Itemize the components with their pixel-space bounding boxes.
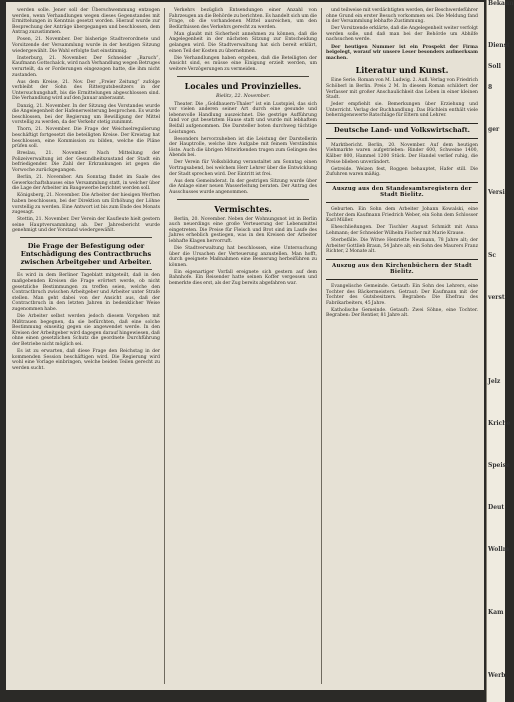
strip-line: Dienst [488,42,510,49]
article-paragraph: Die Verhandlungen haben ergeben, daß die Beteiligten der Ansicht sind, es müsse eine Einigung erzielt werden, um weitere Verzögerungen zu vermeiden. [169,55,317,72]
article-paragraph: Berlin, 20. November. Neben der Wohnungsnot ist in Berlin auch neuerdings eine große Verteuerung der Lebensmittel eingetreten. Die Preise für Fleisch und Brot sind im Laufe des Jahres erheblich gestiegen, was in den Kreisen der Arbeiter lebhafte Klagen hervorruft. [169,216,317,244]
article-paragraph: Sterbefälle. Die Witwe Henriette Neumann, 78 Jahre alt; der Arbeiter Gottlieb Braun, 54 Jahre alt; ein Sohn des Maurers Franz Richter, 2 Monate alt. [326,238,478,255]
article-paragraph: Marktbericht. Berlin, 20. November. Auf dem heutigen Viehmarkte waren aufgetrieben: Rinder 600, Schweine 1400, Kälber 800, Hammel 1200 Stück. Der Handel verlief ruhig, die Preise blieben unverändert. [326,142,478,165]
strip-line [488,441,505,462]
strip-line [488,21,505,42]
article-paragraph: Die Stadtverwaltung hat beschlossen, eine Untersuchung über die Ursachen der Verteuerung anzustellen. Man hofft, durch geeignete Maßnahmen eine Besserung herbeiführen zu können. [169,246,317,268]
column-2 [169,8,317,684]
section-heading: Auszug aus den Standesamtsregistern der Stadt Bielitz. [332,185,472,199]
article-paragraph: Eheschließungen. Der Tischler August Schmidt mit Anna Lehmann; der Schneider Wilhelm Fischer mit Marie Krause. [326,225,478,236]
article-paragraph: Posen, 21. November. Der bisherige Stadtverordnete und Vorsitzende der Versammlung wurde in der heutigen Sitzung wiedergewählt. Die Wahl erfolgte fast einstimmig. [12,37,160,54]
column-divider [164,8,165,684]
strip-line: ger [488,126,500,133]
strip-line [488,210,505,231]
article-paragraph: Katholische Gemeinde. Getauft: Zwei Söhne, eine Tochter. Begraben: Der Rentier, 81 Jahre alt. [326,307,478,319]
adjacent-page-strip [486,0,514,702]
section-heading: Literatur und Kunst. [355,65,449,76]
article-paragraph: und teilweise mit verdächtigten werden, der Beschwerdeführer ohne Grund ein erster Besuch vorkommen sei. Die Meldung fand in der Versammlung lebhafte Zustimmung. [326,8,478,25]
article-paragraph: werden solle. Jener soll der Überschwemmung entzogen werden, wenn Verhandlungen wegen dieses Gegenstandes mit Ermittelungen in Kenntnis gesetzt worden. Hierauf wurde zur Besprechung der Anträge übergegangen und beschlossen, dem Antrag zuzustimmen. [12,8,160,36]
strip-line: Bekann [488,0,514,7]
strip-line [488,231,505,252]
strip-line [488,147,505,168]
strip-line: Speise [488,462,510,469]
strip-line: Kriche [488,420,511,427]
divider [20,269,152,270]
strip-line [488,399,505,420]
strip-text [487,0,514,693]
strip-line: Versi [488,189,505,196]
article-paragraph: Die Arbeiter selbst werden jedoch diesem Vorgehen mit Mißtrauen begegnen, da sie befürchten, daß eine solche Bestimmung einseitig gegen sie angewendet werde. In den Kreisen der Arbeitgeber wird dagegen darauf hingewiesen, daß ohne einen gesetzlichen Schutz die geordnete Durchführung der Betriebe nicht möglich sei. [12,314,160,348]
article-paragraph: Es ist zu erwarten, daß diese Frage den Reichstag in der kommenden Session beschäftigen wird. Die Regierung wird wohl eine Vorlage einbringen, welche beiden Teilen gerecht zu werden sucht. [12,349,160,371]
strip-line [488,273,505,294]
article-paragraph: Aus dem Kreise, 21. Nov. Der „Freier Zeitung“ zufolge verbleibt der Sohn des Rittergutsbesitzers in der Untersuchungshaft, bis die Ermittelungen abgeschlossen sind. Die Verhandlung wird auf den Januar anberaumt. [12,79,160,102]
divider [177,76,309,77]
article-paragraph: Es wird in dem Berliner Tageblatt mitgeteilt, daß in den maßgebenden Kreisen die Frage erörtert werde, ob nicht gesetzliche Bestimmungen zu treffen seien, welche den Contractbruch zwischen Arbeitgeber und Arbeiter unter Strafe stellen. Man geht dabei von der Ansicht aus, daß der Contractbruch in den letzten Jahren in bedenklicher Weise zugenommen habe. [12,273,160,313]
article-paragraph: Insterburg, 21. November. Der Schneider „Baruch“, Kaufmann Gottschalck, wird nach Verhandlung wegen Betruges verurteilt, da er Forderungen eingezogen hatte, die ihm nicht zustanden. [12,55,160,78]
article-paragraph: Verkehrs bezüglich Entsendungen einer Anzahl von Fahrzeugen an die Behörde zu berichten. Es handelt sich um die Frage, ob die vorhandenen Mittel ausreichen, um den Bedürfnissen des Verkehrs gerecht zu werden. [169,8,317,30]
article-paragraph: Der Verein für Volksbildung veranstaltet am Sonntag einen Vortragsabend, bei welchem Herr Lehrer über die Entwicklung der Stadt sprechen wird. Der Eintritt ist frei. [169,160,317,177]
article-paragraph: Stettin, 21. November. Der Verein der Kaufleute hielt gestern seine Hauptversammlung ab. Der Jahresbericht wurde genehmigt und der Vorstand wiedergewählt. [12,217,160,234]
strip-line: verst [488,294,505,301]
article-paragraph: Danzig, 21. November. In der Sitzung des Vorstandes wurde die Angelegenheit der Hafenerweiterung besprochen. Es wurde beschlossen, bei der Regierung um Bewilligung der Mittel vorstellig zu werden, da der Verkehr stetig zunimmt. [12,103,160,126]
strip-line: Soll [488,63,501,70]
strip-line [488,336,505,357]
strip-line [488,168,505,189]
article-paragraph: Man glaubt mit Sicherheit annehmen zu können, daß die Angelegenheit in der nächsten Sitzung zur Entscheidung gelangen wird. Die Stadtverwaltung hat sich bereit erklärt, einen Teil der Kosten zu übernehmen. [169,31,317,54]
article-paragraph: Eine Serie. Roman von M. Ludwig. 2. Aufl. Verlag von Friedrich Schöberl in Berlin. Preis 2 M. In diesem Roman schildert der Verfasser mit großer Anschaulichkeit das Leben in einer kleinen Stadt. [326,78,478,101]
dateline: Bielitz, 22. November. [215,93,270,99]
article-paragraph: Der Vorsitzende erklärte, daß die Angelegenheit weiter verfolgt werden solle, und daß man bei der Behörde um Abhilfe nachsuchen werde. [326,26,478,43]
column-1 [12,8,160,684]
article-paragraph: Getreide. Weizen fest, Roggen behauptet, Hafer still. Die Zufuhren waren mäßig. [326,166,478,178]
section-heading: Deutsche Land- und Volkswirtschaft. [334,126,470,134]
article-paragraph: Berlin, 21. November. Am Sonntag findet im Saale des Gewerkschaftshauses eine Versammlung statt, in welcher über die Lage der Arbeiter im Baugewerbe berichtet werden soll. [12,175,160,192]
strip-line [488,105,505,126]
section-heading-box [326,259,478,280]
strip-line [488,483,505,504]
strip-line: Kam [488,609,504,616]
strip-line [488,357,505,378]
article-paragraph: Jeder empfiehlt sie. Bemerkungen über Erziehung und Unterricht. Verlag der Buchhandlung. Das Büchlein enthält viele beherzigenswerte Ratschläge für Eltern und Lehrer. [326,102,478,119]
strip-line: Werb [488,672,506,679]
strip-line: 8 [488,84,493,91]
section-heading: Locales und Provinzielles. [184,80,302,91]
article-paragraph: Geburten. Ein Sohn dem Arbeiter Johann Kowalski, eine Tochter dem Kaufmann Friedrich Weber, ein Sohn dem Schlosser Karl Müller. [326,207,478,224]
strip-line: Deut [488,504,505,511]
article-paragraph: Besonders hervorzuheben ist die Leistung der Darstellerin der Hauptrolle, welche ihre Aufgabe mit feinem Verständnis löste. Auch die übrigen Mitwirkenden trugen zum Gelingen des Abends bei. [169,136,317,159]
article-paragraph: Evangelische Gemeinde. Getauft: Ein Sohn des Lehrers, eine Tochter des Bäckermeisters. Getraut: Der Kaufmann mit der Tochter des Gutsbesitzers. Begraben: Die Ehefrau des Fabrikarbeiters, 45 Jahre. [326,283,478,306]
section-heading: Vermischtes. [214,203,272,214]
strip-line: Wollm [488,546,510,553]
article-paragraph: Theater. Die „Goldbauern-Thaler“ ist ein Lustspiel, das sich vor vielen anderen seiner Art durch eine gesunde und lebensvolle Handlung auszeichnet. Die gestrige Aufführung fand vor gut besetztem Hause statt und wurde mit lebhaftem Beifall aufgenommen. Die Darsteller boten durchweg tüchtige Leistungen. [169,101,317,135]
strip-line: Jelz [488,378,501,385]
divider [20,237,152,238]
strip-line [488,630,505,651]
article-paragraph: Königsberg, 21. November. Die Arbeiter der hiesigen Werften haben beschlossen, bei der Direktion um Erhöhung der Löhne vorstellig zu werden. Eine Antwort ist bis zum Ende des Monats zugesagt. [12,193,160,216]
section-heading-box [326,182,478,203]
strip-line [488,567,505,588]
strip-line [488,651,505,672]
strip-line [488,588,505,609]
newspaper-page [6,2,484,690]
divider [177,199,309,200]
article-paragraph: Breslau, 21. November. Nach Mitteilung der Polizeiverwaltung ist der Gesundheitszustand der Stadt ein befriedigender. Die Zahl der Erkrankungen ist gegen die Vorwoche zurückgegangen. [12,151,160,174]
section-heading: Auszug aus den Kirchenbüchern der Stadt Bielitz. [332,262,472,276]
column-3 [326,8,478,684]
article-paragraph: Aus dem Gemeinderat. In der gestrigen Sitzung wurde über die Anlage einer neuen Wasserleitung beraten. Der Antrag des Ausschusses wurde angenommen. [169,178,317,195]
section-heading: Die Frage der Befestigung oder Entschädigung des Contractbruchs zwischen Arbeitgeber und Arbeiter. [20,242,152,266]
notice-paragraph: Der heutigen Nummer ist ein Prospekt der Firma beigelegt, worauf wir unsere Leser besonders aufmerksam machen. [326,44,478,61]
section-heading-box [326,123,478,139]
article-paragraph: Ein eigenartiger Vorfall ereignete sich gestern auf dem Bahnhofe. Ein Reisender hatte seinen Koffer vergessen und bemerkte dies erst, als der Zug bereits abgefahren war. [169,269,317,287]
strip-line: Sc [488,252,496,259]
column-divider [321,8,322,684]
strip-line [488,525,505,546]
strip-line [488,315,505,336]
article-paragraph: Thorn, 21. November. Die Frage der Weichselregulierung beschäftigt fortgesetzt die beteiligten Kreise. Der Kreistag hat beschlossen, eine Kommission zu bilden, welche die Pläne prüfen soll. [12,127,160,150]
